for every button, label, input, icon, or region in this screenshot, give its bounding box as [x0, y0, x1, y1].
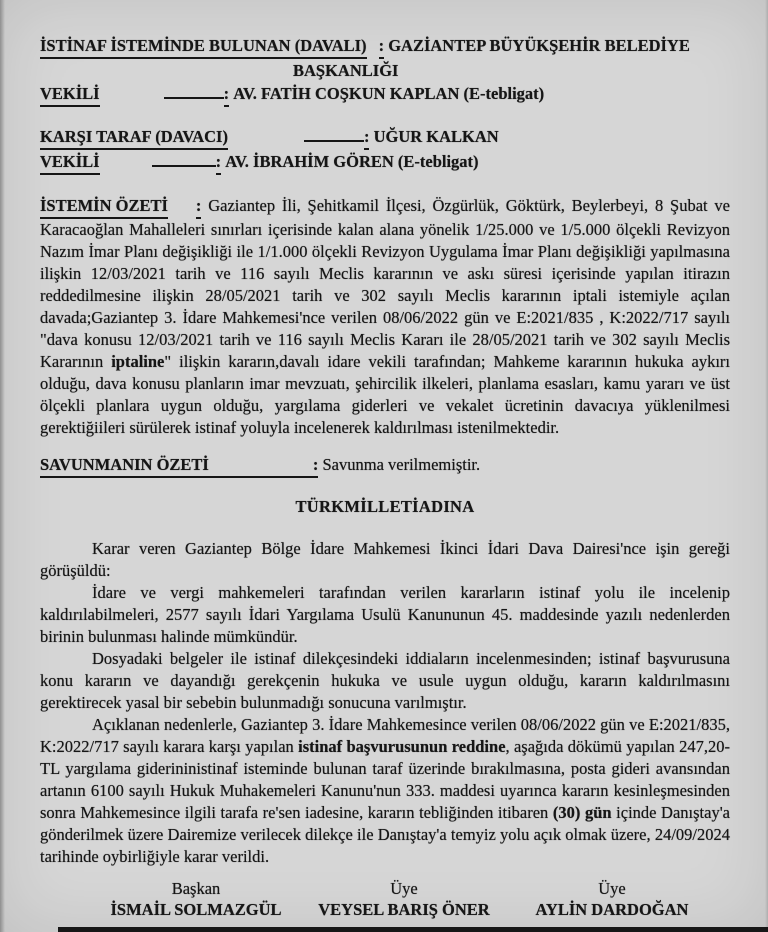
- party-row-respondent: [40, 125, 730, 150]
- scan-edge-bottom: [58, 927, 768, 932]
- party-header-block: [40, 34, 730, 175]
- colon-separator: :: [312, 455, 319, 474]
- claim-summary-paragraph: [40, 195, 730, 439]
- signature-title: Başkan: [171, 879, 221, 898]
- colon-separator: :: [379, 34, 385, 59]
- signature-name: İSMAİL SOLMAZGÜL: [110, 900, 282, 919]
- party-row-appellant-counsel: [40, 82, 730, 107]
- signature-member-1: [300, 878, 508, 920]
- decision-text-3: içinde Danıştay'a gönderilmek üzere Dairemize verilecek dilekçe ile Danıştay'a temyiz yolu açık olmak üzere, 24/09/2024 tarihinde oybirliğiyle karar verildi.: [40, 803, 731, 866]
- claim-summary-text-1: Gaziantep İli, Şehitkamil İlçesi, Özgürlük, Göktürk, Beylerbeyi, 8 Şubat ve Karacaoğlan Mahalleleri sınırları içerisinde kalan alana yönelik 1/25.000 ve 1/5.000 ölçekli Revizyon Nazım İmar Planı değişikliği ile 1/1.000 ölçekli Revizyon Uygulama İmar Planı değişikliği yapılmasına ilişkin 12/03/2021 tarih ve 116 sayılı Meclis kararının ve askı süresi içerisinde yapılan itirazın reddedilmesine ilişkin 28/05/2021 tarih ve 302 sayılı Meclis kararının iptali istemiyle açılan davada;Gaziantep 3. İdare Mahkemesi'nce verilen 08/06/2022 gün ve E:2021/835 , K:2022/717 sayılı "dava konusu 12/03/2021 tarih ve 116 sayılı Meclis Kararı ile 28/05/2021 tarih ve 302 sayılı Meclis Kararının: [40, 196, 730, 371]
- decision-bold-30-days: (30) gün: [552, 803, 612, 822]
- colon-separator: :: [216, 150, 222, 175]
- defense-summary-row: [40, 453, 730, 478]
- claim-summary-bold-iptaline: iptaline: [111, 352, 165, 371]
- party-value-respondent-counsel: AV. İBRAHİM GÖREN (E-tebligat): [225, 152, 479, 171]
- claim-summary-text-2: " ilişkin kararın,davalı idare vekili tarafından; Mahkeme kararının hukuka aykırı olduğu, dava konusu planların imar mevzuatı, şehircilik ilkeleri, planlama esasları, kamu yararı ve üst ölçekli planlara uygun olduğu, yargılama giderleri ve vekalet ücretinin davacıya yüklenilmesi gerektiğiileri sürülerek istinaf yoluyla incelenerek kaldırılması istenilmektedir.: [40, 352, 730, 437]
- party-value-respondent: UĞUR KALKAN: [373, 127, 499, 146]
- signature-name: AYLİN DARDOĞAN: [535, 900, 689, 919]
- signature-block: [40, 878, 730, 920]
- defense-summary-label: SAVUNMANIN ÖZETİ: [40, 455, 209, 474]
- document-content: [40, 34, 730, 920]
- decision-paragraph-2: İdare ve vergi mahkemeleri tarafından verilen kararların istinaf yolu ile incelenip kaldırılabilmeleri, 2577 sayılı İdari Yargılama Usulü Kanununun 45. maddesinde yazılı nedenlerden birinin bulunması halinde mümkündür.: [40, 583, 730, 646]
- claim-summary-label: İSTEMİN ÖZETİ: [40, 195, 168, 219]
- decision-paragraph-1: Karar veren Gaziantep Bölge İdare Mahkemesi İkinci İdari Dava Dairesi'nce işin gereği görüşüldü:: [40, 539, 730, 580]
- colon-separator: :: [224, 82, 230, 107]
- signature-title: Üye: [390, 879, 418, 898]
- party-row-appellant: [40, 34, 730, 59]
- decision-text-2: , aşağıda dökümü yapılan 247,20-TL yargılama giderininistinaf isteminde bulunan taraf üzerinde bırakılmasına, posta gideri avansından artanın 6100 sayılı Hukuk Muhakemeleri Kanunu'nun 333. maddesi uyarınca kararın kesinleşmesinden sonra Mahkemesince ilgili tarafa re'sen iadesine, kararın tebliğinden itibaren: [40, 737, 730, 822]
- party-value-appellant: GAZİANTEP BÜYÜKŞEHİR BELEDİYE: [388, 36, 690, 55]
- decision-paragraph-4: [40, 714, 730, 868]
- signature-name: VEYSEL BARIŞ ÖNER: [318, 900, 490, 919]
- defense-summary-value: Savunma verilmemiştir.: [322, 455, 481, 474]
- fill-underline: [304, 127, 364, 142]
- party-value-appellant-line2: BAŞKANLIĞI: [293, 61, 399, 80]
- decision-paragraph-3: Dosyadaki belgeler ile istinaf dilekçesindeki iddiaların incelenmesinden; istinaf başvurusuna konu kararın ve dayandığı gerekçenin hukuka ve usule uygun olduğu, kararın kaldırılmasını gerektirecek yasal bir sebebin bulunmadığı sonucuna varılmıştır.: [40, 649, 730, 712]
- party-label-appellant: İSTİNAF İSTEMİNDE BULUNAN (DAVALI): [40, 34, 367, 59]
- signature-member-2: [508, 878, 716, 920]
- scan-edge-left: [0, 0, 5, 932]
- colon-separator: :: [364, 125, 370, 150]
- party-label-counsel: VEKİLİ: [40, 150, 100, 175]
- colon-separator: :: [196, 195, 202, 219]
- fill-underline: [164, 84, 224, 99]
- party-label-counsel: VEKİLİ: [40, 82, 100, 107]
- in-the-name-of-turkish-nation-heading: TÜRKMİLLETİADINA: [295, 497, 475, 516]
- signature-president: [92, 878, 300, 920]
- party-row-respondent-counsel: [40, 150, 730, 175]
- decision-bold-rejection: istinaf başvurusunun reddine: [298, 737, 506, 756]
- party-value-counsel: AV. FATİH COŞKUN KAPLAN (E-tebligat): [233, 84, 545, 103]
- defense-summary-underlined: [40, 453, 318, 478]
- decision-text-1: Açıklanan nedenlerle, Gaziantep 3. İdare Mahkemesince verilen 08/06/2022 gün ve E:2021/835, K:2022/717 sayılı karara karşı yapılan: [40, 715, 730, 756]
- fill-underline: [152, 152, 216, 167]
- signature-title: Üye: [598, 879, 626, 898]
- party-label-respondent: KARŞI TARAF (DAVACI): [40, 125, 228, 150]
- decision-body: [40, 538, 730, 868]
